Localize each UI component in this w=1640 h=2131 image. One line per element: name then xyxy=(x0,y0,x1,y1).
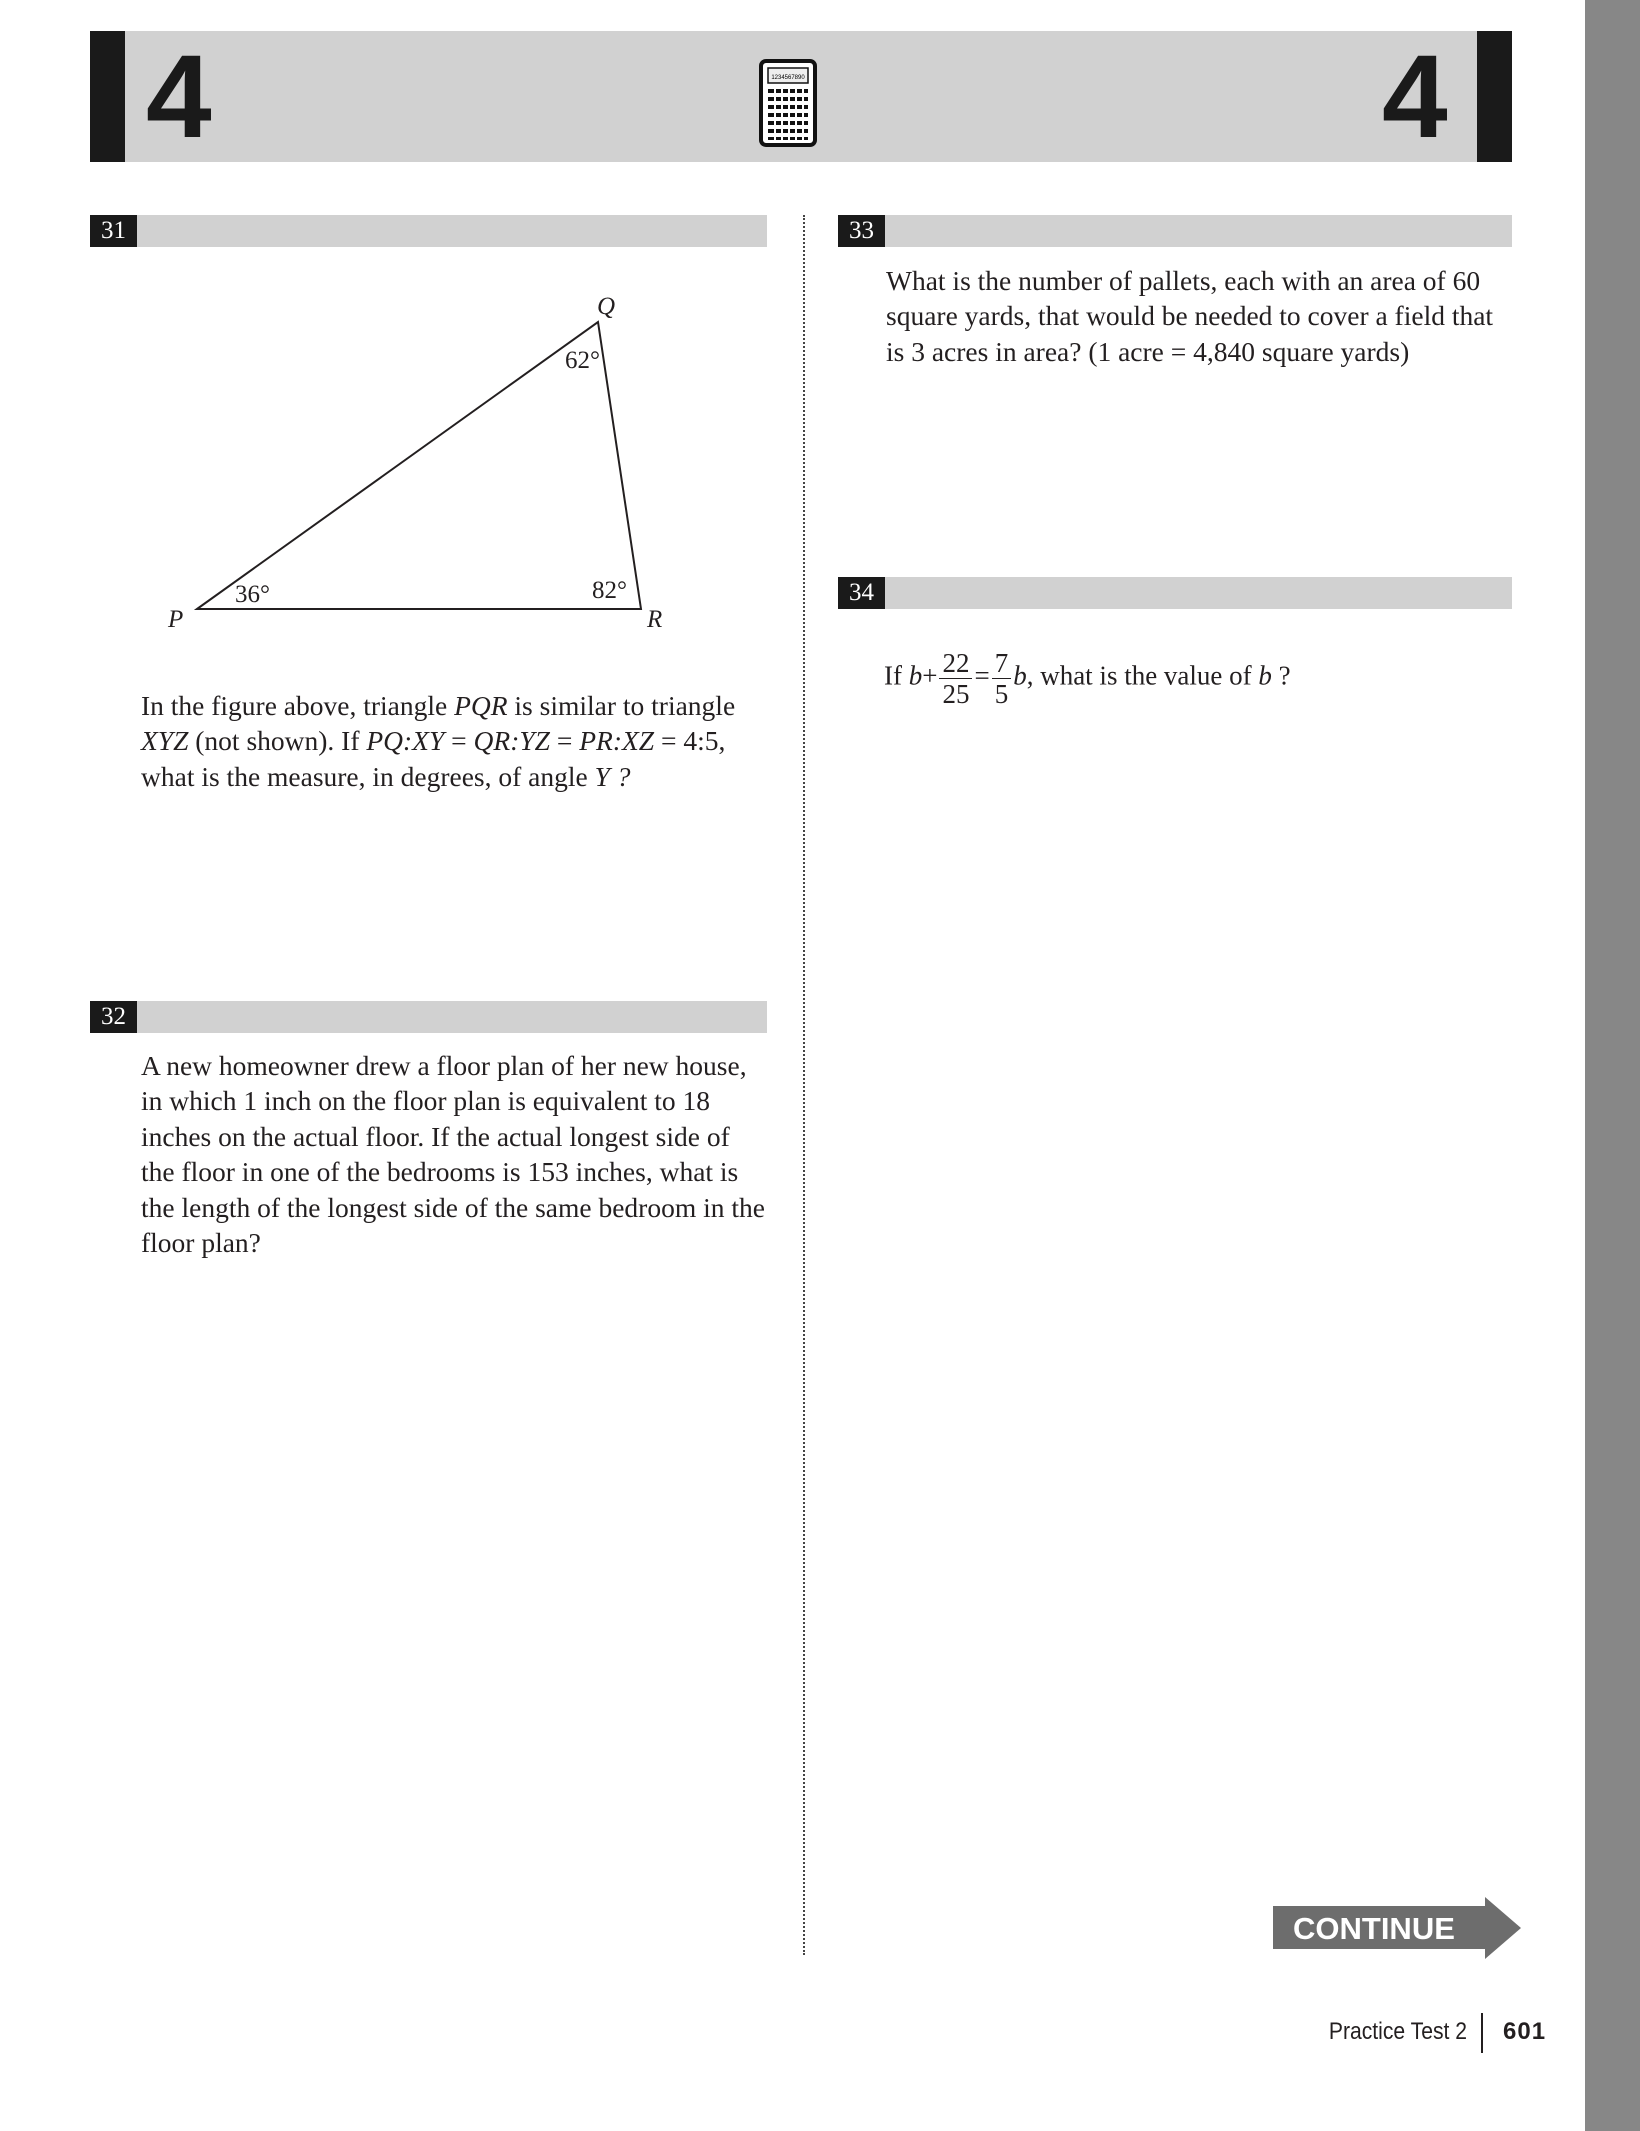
question-33-text: What is the number of pallets, each with an area of 60 square yards, that would be needed to cover a field that is 3 acres in area? (1 acre = 4,840 square yards) xyxy=(886,265,1494,367)
question-34-text: If b+ $\frac{22}{25}$ = $\frac{7}{5}$ b, what is the value of b ? xyxy=(884,648,1291,709)
footer-divider xyxy=(1481,2013,1483,2053)
continue-label: CONTINUE xyxy=(1293,1911,1455,1946)
footer-book-label: Practice Test 2 xyxy=(1328,2018,1467,2045)
angle-q-label: 62° xyxy=(565,347,600,374)
triangle-pqr-figure xyxy=(160,290,680,640)
vertex-q-label: Q xyxy=(597,293,616,320)
vertex-p-label: P xyxy=(168,606,184,633)
calculator-display: 1234567890 xyxy=(771,75,805,81)
question-32-header xyxy=(90,1001,767,1033)
header-right-block xyxy=(1477,31,1512,162)
vertex-r-label: R xyxy=(647,606,663,633)
question-33-header xyxy=(838,215,1512,247)
fraction-7-5: $\frac{7}{5}$ xyxy=(992,648,1012,709)
angle-r-label: 82° xyxy=(592,577,627,604)
fraction-22-25: $\frac{22}{25}$ xyxy=(939,648,972,709)
section-number-right: 4 xyxy=(1382,31,1448,163)
question-31-header xyxy=(90,215,767,247)
question-number: 34 xyxy=(838,577,885,609)
question-32-text: A new homeowner drew a floor plan of her new house, in which 1 inch on the floor plan is equivalent to 18 inches on the actual floor. If the actual longest side of the floor in one of the bedrooms is 153 inches, what is the length of the longest side of the same bedroom in the floor plan? xyxy=(141,1050,765,1259)
angle-p-label: 36° xyxy=(235,581,270,608)
question-number: 32 xyxy=(90,1001,137,1033)
continue-arrow-button[interactable] xyxy=(1273,1897,1523,1959)
column-divider xyxy=(803,215,805,1955)
question-31-text: In the figure above, triangle PQR is similar to triangle XYZ (not shown). If PQ:XY = QR:YZ = PR:XZ = 4:5, what is the measure, in degrees, of angle Y ? xyxy=(141,690,736,792)
calculator-icon xyxy=(758,58,818,148)
page-edge-stripe xyxy=(1585,0,1640,2131)
section-number-left: 4 xyxy=(146,31,212,163)
question-number: 33 xyxy=(838,215,885,247)
question-number: 31 xyxy=(90,215,137,247)
header-left-block xyxy=(90,31,125,162)
question-34-header xyxy=(838,577,1512,609)
page-number: 601 xyxy=(1503,2018,1547,2045)
